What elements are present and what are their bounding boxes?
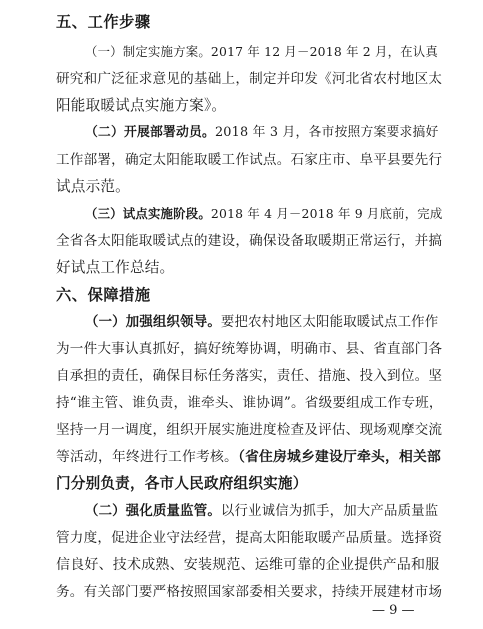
paragraph-text: 等活动，年终进行工作考核。 bbox=[56, 449, 238, 465]
paragraph-line: 持“谁主管、谁负责，谁牵头、谁协调”。省级要组成工作专班， bbox=[56, 395, 443, 411]
section-heading: 六、保障措施 bbox=[56, 286, 151, 304]
paragraph-text: 要把农村地区太阳能取暖试点工作作 bbox=[220, 315, 439, 330]
paragraph-line bbox=[56, 205, 443, 223]
paragraph-line: 门分别负责，各市人民政府组织实施） bbox=[56, 475, 308, 492]
paragraph-note: （省住房城乡建设厅牵头，相关部 bbox=[237, 449, 442, 465]
paragraph-line bbox=[56, 124, 439, 142]
paragraph-line bbox=[56, 313, 439, 332]
paragraph-lead: （二）开展部署动员。 bbox=[85, 125, 215, 140]
paragraph-line bbox=[56, 502, 439, 521]
page-number: — 9 — bbox=[372, 603, 415, 618]
paragraph-line: 坚持一月一调度，组织开展实施进度检查及评估、现场观摩交流 bbox=[56, 422, 443, 438]
paragraph-line: 工作部署，确定太阳能取暖工作试点。石家庄市、阜平县要先行 bbox=[56, 152, 443, 168]
paragraph-text: 2017 年 12 月－2018 年 2 月，在认真 bbox=[210, 44, 438, 59]
paragraph-line: 务。有关部门要严格按照国家部委相关要求，持续开展建材市场 bbox=[56, 584, 443, 600]
paragraph-line: 全省各太阳能取暖试点的建设，确保设备取暖期正常运行，并搞 bbox=[56, 233, 443, 249]
paragraph-line: 试点示范。 bbox=[56, 178, 130, 195]
paragraph-text: 2018 年 3 月，各市按照方案要求搞好 bbox=[214, 125, 439, 140]
paragraph-line: 为一件大事认真抓好，搞好统筹协调，明确市、县、省直部门各 bbox=[56, 341, 443, 357]
paragraph-line: 管力度，促进企业守法经营，提高太阳能取暖产品质量。选择资 bbox=[56, 530, 443, 546]
paragraph-lead: （二）强化质量监管。 bbox=[85, 503, 221, 519]
paragraph-lead: （一）制定实施方案。 bbox=[85, 44, 211, 59]
paragraph-line bbox=[56, 43, 436, 61]
paragraph-line: 研究和广泛征求意见的基础上，制定并印发《河北省农村地区太 bbox=[56, 71, 443, 87]
paragraph-line: 阳能取暖试点实施方案》。 bbox=[56, 97, 227, 114]
paragraph-lead: （一）加强组织领导。 bbox=[85, 314, 221, 330]
paragraph-text: 2018 年 4 月－2018 年 9 月底前，完成 bbox=[210, 206, 443, 221]
paragraph-text: 以行业诚信为抓手，加大产品质量监 bbox=[220, 504, 439, 519]
section-heading: 五、工作步骤 bbox=[56, 13, 151, 31]
paragraph-line bbox=[56, 448, 442, 466]
paragraph-lead: （三）试点实施阶段。 bbox=[85, 206, 211, 221]
paragraph-line: 自承担的责任，确保目标任务落实，责任、措施、投入到位。坚 bbox=[56, 368, 443, 384]
paragraph-line: 好试点工作总结。 bbox=[56, 259, 175, 276]
paragraph-line: 信良好、技术成熟、安装规范、运维可靠的企业提供产品和服 bbox=[56, 557, 440, 573]
